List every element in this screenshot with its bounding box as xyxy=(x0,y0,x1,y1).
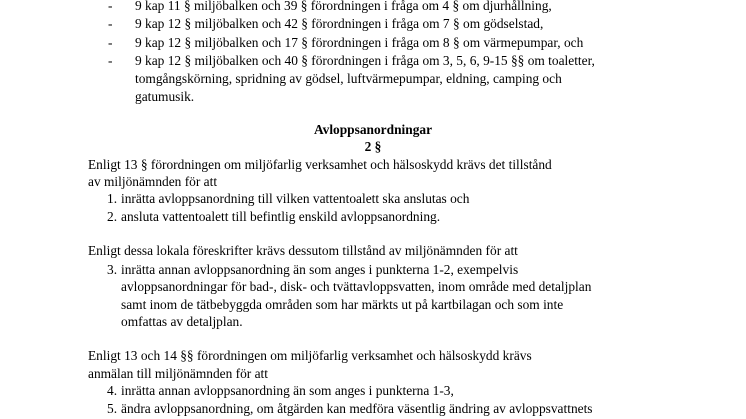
list-number: 5. xyxy=(107,401,118,416)
numbered-item-continued: samt inom de tätbebyggda områden som har märkts ut på kartbilagan och som inte xyxy=(121,297,564,312)
list-number: 4. xyxy=(107,383,118,398)
numbered-item: ansluta vattentoalett till befintlig enskild avloppsanordning. xyxy=(121,209,441,224)
list-marker: - xyxy=(108,16,113,31)
list-item: 9 kap 12 § miljöbalken och 17 § förordningen i fråga om 8 § om värmepumpar, och xyxy=(135,35,584,50)
paragraph-text: Enligt 13 § förordningen om miljöfarlig verksamhet och hälsoskydd krävs det tillstånd xyxy=(88,157,552,172)
numbered-item: ändra avloppsanordning, om åtgärden kan medföra väsentlig ändring av avloppsvattnets xyxy=(121,401,593,416)
numbered-item: inrätta annan avloppsanordning än som anges i punkterna 1-2, exempelvis xyxy=(121,262,519,277)
paragraph-text: Enligt 13 och 14 §§ förordningen om miljöfarlig verksamhet och hälsoskydd krävs xyxy=(88,348,532,363)
paragraph-text: Enligt dessa lokala föreskrifter krävs dessutom tillstånd av miljönämnden för att xyxy=(88,243,518,258)
paragraph-text: av miljönämnden för att xyxy=(88,174,218,189)
list-item-continued: gatumusik. xyxy=(135,89,195,104)
list-number: 1. xyxy=(107,191,118,206)
numbered-item: inrätta avloppsanordning till vilken vattentoalett ska anslutas och xyxy=(121,191,470,206)
paragraph-text: anmälan till miljönämnden för att xyxy=(88,366,268,381)
list-item: 9 kap 12 § miljöbalken och 42 § förordningen i fråga om 7 § om gödselstad, xyxy=(135,16,544,31)
numbered-item: inrätta annan avloppsanordning än som anges i punkterna 1-3, xyxy=(121,383,454,398)
list-number: 2. xyxy=(107,209,118,224)
list-item: 9 kap 12 § miljöbalken och 40 § förordningen i fråga om 3, 5, 6, 9-15 §§ om toaletter, xyxy=(135,53,595,68)
list-marker: - xyxy=(108,0,113,13)
list-number: 3. xyxy=(107,262,118,277)
list-item-continued: tomgångskörning, spridning av gödsel, luftvärmepumpar, eldning, camping och xyxy=(135,71,562,86)
section-heading: Avloppsanordningar xyxy=(313,122,433,137)
list-marker: - xyxy=(108,35,113,50)
list-item: 9 kap 11 § miljöbalken och 39 § förordningen i fråga om 4 § om djurhållning, xyxy=(135,0,552,13)
numbered-item-continued: avloppsanordningar för bad-, disk- och tvättavloppsvatten, inom område med detaljplan xyxy=(121,279,592,294)
list-marker: - xyxy=(108,53,113,68)
paragraph-number: 2 § xyxy=(364,139,382,154)
numbered-item-continued: omfattas av detaljplan. xyxy=(121,314,243,329)
